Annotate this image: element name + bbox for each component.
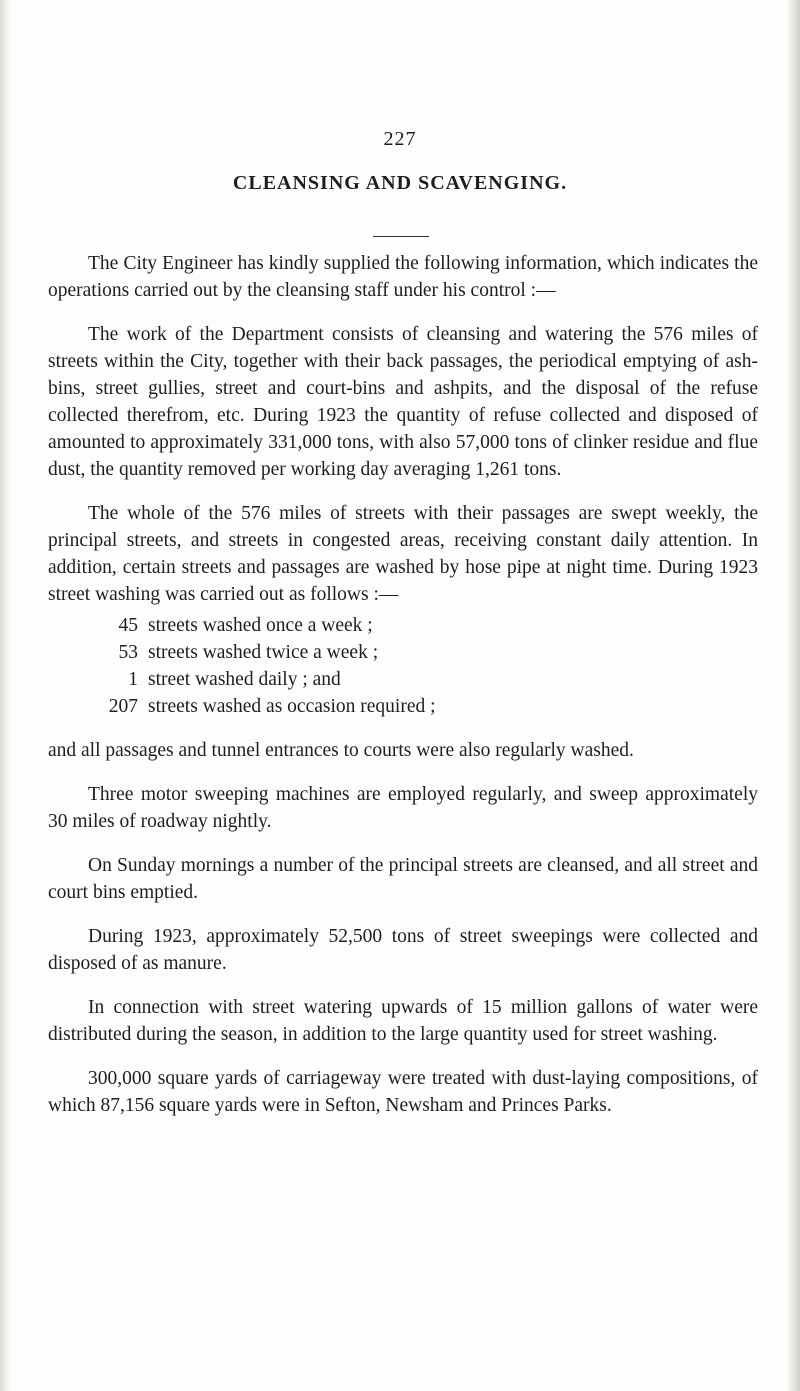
list-count: 53: [118, 642, 138, 663]
paragraph: Three motor sweeping machines are employed regularly, and sweep approximately 30 miles of roadway nightly.: [48, 784, 758, 832]
list-item: [48, 612, 758, 639]
paragraph: On Sunday mornings a number of the principal streets are cleansed, and all street and court bins emptied.: [48, 855, 758, 903]
page-title: CLEANSING AND SCAVENGING.: [232, 172, 568, 194]
body-text: [48, 250, 758, 1136]
list-count: 1: [128, 669, 138, 690]
list-text: street washed daily ; and: [148, 669, 341, 690]
title-rule: [373, 236, 429, 237]
paragraph: and all passages and tunnel entrances to courts were also regularly washed.: [48, 740, 634, 761]
list-text: streets washed twice a week ;: [148, 642, 379, 663]
list-item: [48, 639, 758, 666]
paragraph: During 1923, approximately 52,500 tons of street sweepings were collected and disposed of as manure.: [48, 926, 758, 974]
list-text: streets washed as occasion required ;: [148, 696, 436, 717]
list-text: streets washed once a week ;: [148, 615, 373, 636]
paragraph: The whole of the 576 miles of streets with their passages are swept weekly, the principal streets, and streets in congested areas, receiving constant daily attention. In addition, certain streets and passages are washed by hose pipe at night time. During 1923 street washing was carried out as follows :—: [48, 503, 758, 605]
list-item: [48, 693, 758, 720]
list-item: [48, 666, 758, 693]
list-count: 207: [108, 696, 138, 717]
paragraph: The City Engineer has kindly supplied the following information, which indicates the operations carried out by the cleansing staff under his control :—: [48, 253, 758, 301]
paragraph: The work of the Department consists of cleansing and watering the 576 miles of streets within the City, together with their back passages, the periodical emptying of ash-bins, street gullies, street and court-bins and ashpits, and the disposal of the refuse collected therefrom, etc. During 1923 the quantity of refuse collected and disposed of amounted to approximately 331,000 tons, with also 57,000 tons of clinker residue and flue dust, the quantity removed per working day averaging 1,261 tons.: [48, 324, 758, 480]
street-washing-list: [48, 612, 758, 720]
list-count: 45: [118, 615, 138, 636]
page-edge-right: [786, 0, 800, 1391]
page-edge-left: [0, 0, 10, 1391]
page-number: 227: [383, 128, 417, 150]
paragraph: 300,000 square yards of carriageway were treated with dust-laying compositions, of which 87,156 square yards were in Sefton, Newsham and Princes Parks.: [48, 1068, 758, 1116]
paragraph: In connection with street watering upwards of 15 million gallons of water were distributed during the season, in addition to the large quantity used for street washing.: [48, 997, 758, 1045]
